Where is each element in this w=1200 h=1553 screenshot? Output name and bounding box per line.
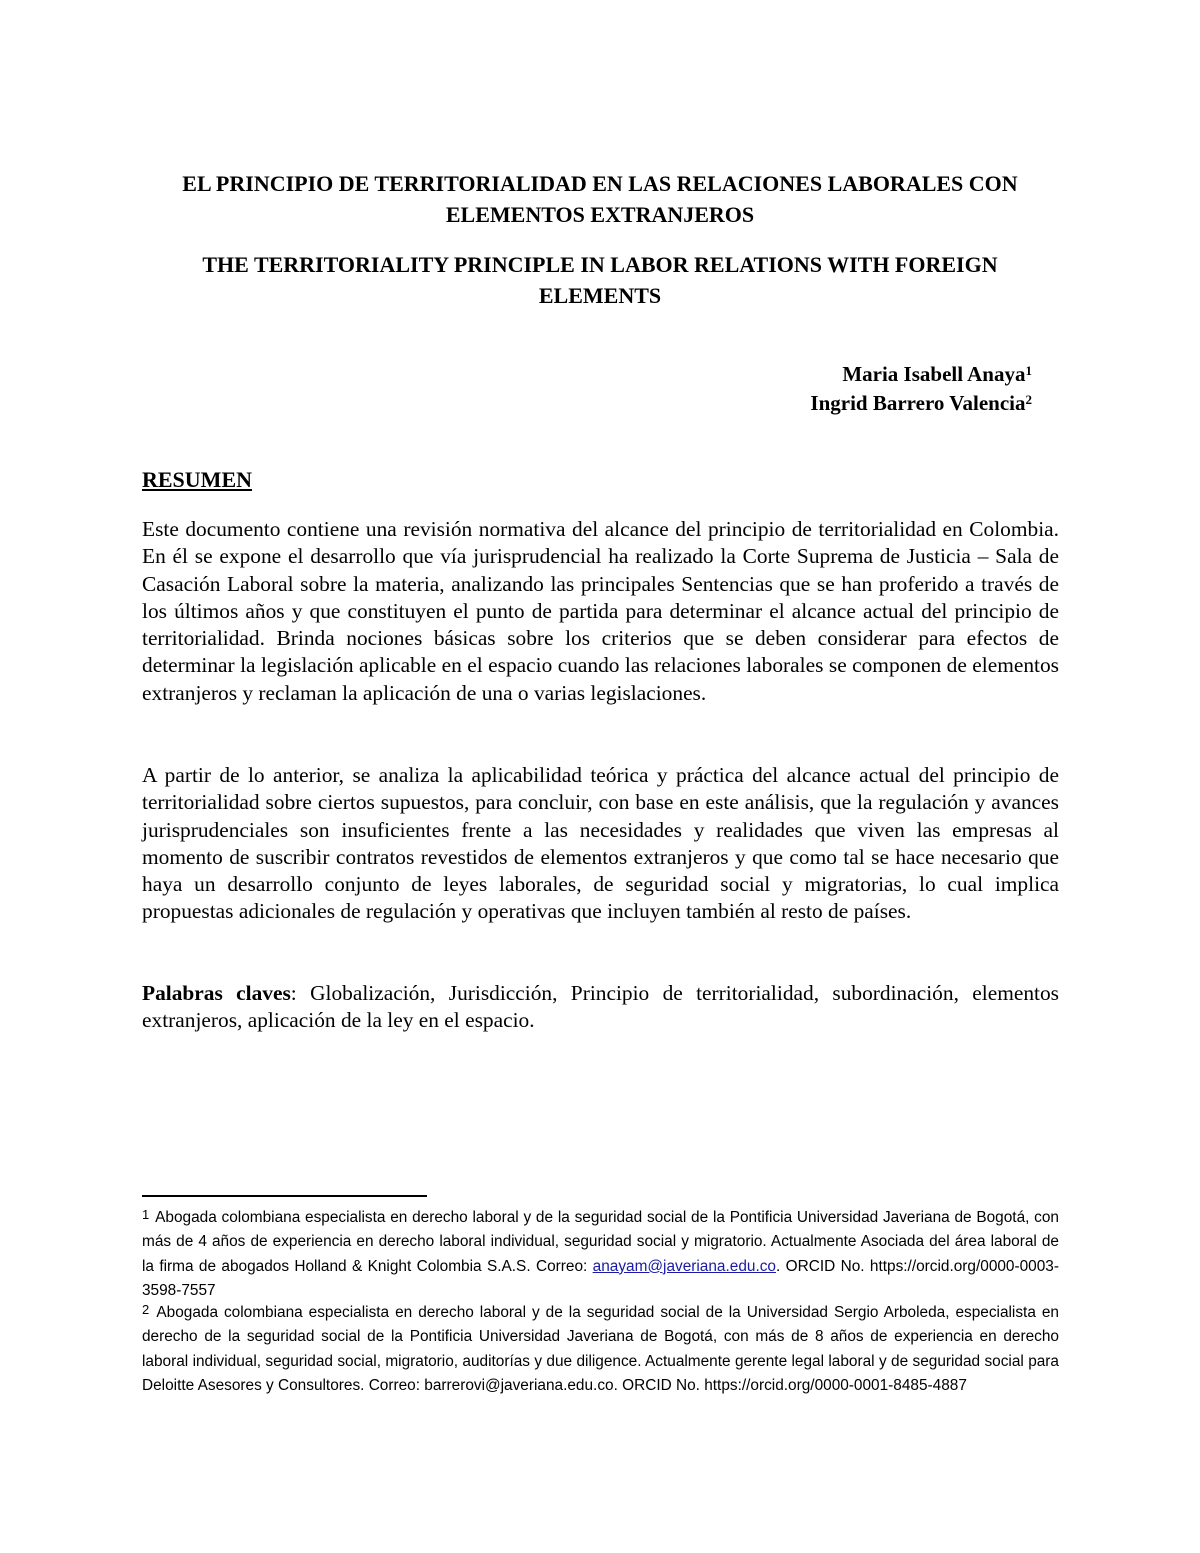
footnote-text: Abogada colombiana especialista en derecho laboral y de la seguridad social de la Pontificia Universidad Javeriana de Bogotá, con más de 4 años de experiencia en derecho laboral individual, seguridad social y migratorio. Actualmente Asociada del área laboral de la firma de abogados Holland & Knight Colombia S.A.S. Correo: [142, 1209, 1059, 1275]
footnote-text-end: . ORCID No. https://orcid.org/0000-0003-3598-7557 [142, 1257, 1059, 1300]
author-name: Maria Isabell Anaya [842, 362, 1026, 386]
author-footnote-ref[interactable]: 1 [1025, 363, 1032, 378]
footnote-2 [142, 1301, 1059, 1399]
email-link[interactable]: anayam@javeriana.edu.co [592, 1257, 776, 1275]
abstract-heading: RESUMEN [142, 467, 253, 492]
title-spanish: EL PRINCIPIO DE TERRITORIALIDAD EN LAS RELACIONES LABORALES CON ELEMENTOS EXTRANJEROS [182, 171, 1018, 227]
footnote-1 [142, 1206, 1059, 1304]
author-1 [810, 360, 1032, 389]
title-english: THE TERRITORIALITY PRINCIPLE IN LABOR RELATIONS WITH FOREIGN ELEMENTS [202, 252, 998, 308]
keywords-list: : Globalización, Jurisdicción, Principio de territorialidad, subordinación, elementos extranjeros, aplicación de la ley en el espacio. [142, 981, 1059, 1033]
abstract-paragraph-1: Este documento contiene una revisión normativa del alcance del principio de territorialidad en Colombia. En él se expone el desarrollo que vía jurisprudencial ha realizado la Corte Suprema de Justicia – Sala de Casación Laboral sobre la materia, analizando las principales Sentencias que se han proferido a través de los últimos años y que constituyen el punto de partida para determinar el alcance actual del principio de territorialidad. Brinda nociones básicas sobre los criterios que se deben considerar para efectos de determinar la legislación aplicable en el espacio cuando las relaciones laborales se componen de elementos extranjeros y reclaman la aplicación de una o varias legislaciones. [142, 517, 1059, 705]
keywords [142, 980, 1059, 1035]
keywords-label: Palabras claves [142, 981, 291, 1005]
footnote-divider [142, 1195, 427, 1197]
author-2 [810, 389, 1032, 418]
author-name: Ingrid Barrero Valencia [810, 391, 1026, 415]
footnote-number: 1 [142, 1207, 150, 1222]
footnote-text: Abogada colombiana especialista en derecho laboral y de la seguridad social de la Universidad Sergio Arboleda, especialista en derecho de la seguridad social de la Pontificia Universidad Javeriana de Bogotá, con más de 8 años de experiencia en derecho laboral individual, seguridad social, migratorio, auditorías y due diligence. Actualmente gerente legal laboral y de seguridad social para Deloitte Asesores y Consultores. Correo: barrerovi@javeriana.edu.co. ORCID No. https://orcid.org/0000-0001-8485-4887 [142, 1304, 1059, 1395]
author-footnote-ref[interactable]: 2 [1025, 392, 1032, 407]
author-block [810, 360, 1032, 418]
abstract-paragraph-2: A partir de lo anterior, se analiza la aplicabilidad teórica y práctica del alcance actual del principio de territorialidad sobre ciertos supuestos, para concluir, con base en este análisis, que la regulación y avances jurisprudenciales son insuficientes frente a las necesidades y realidades que viven las empresas al momento de suscribir contratos revestidos de elementos extranjeros y que como tal se hace necesario que haya un desarrollo conjunto de leyes laborales, de seguridad social y migratorias, lo cual implica propuestas adicionales de regulación y operativas que incluyen también al resto de países. [142, 763, 1059, 924]
footnote-number: 2 [142, 1302, 150, 1317]
